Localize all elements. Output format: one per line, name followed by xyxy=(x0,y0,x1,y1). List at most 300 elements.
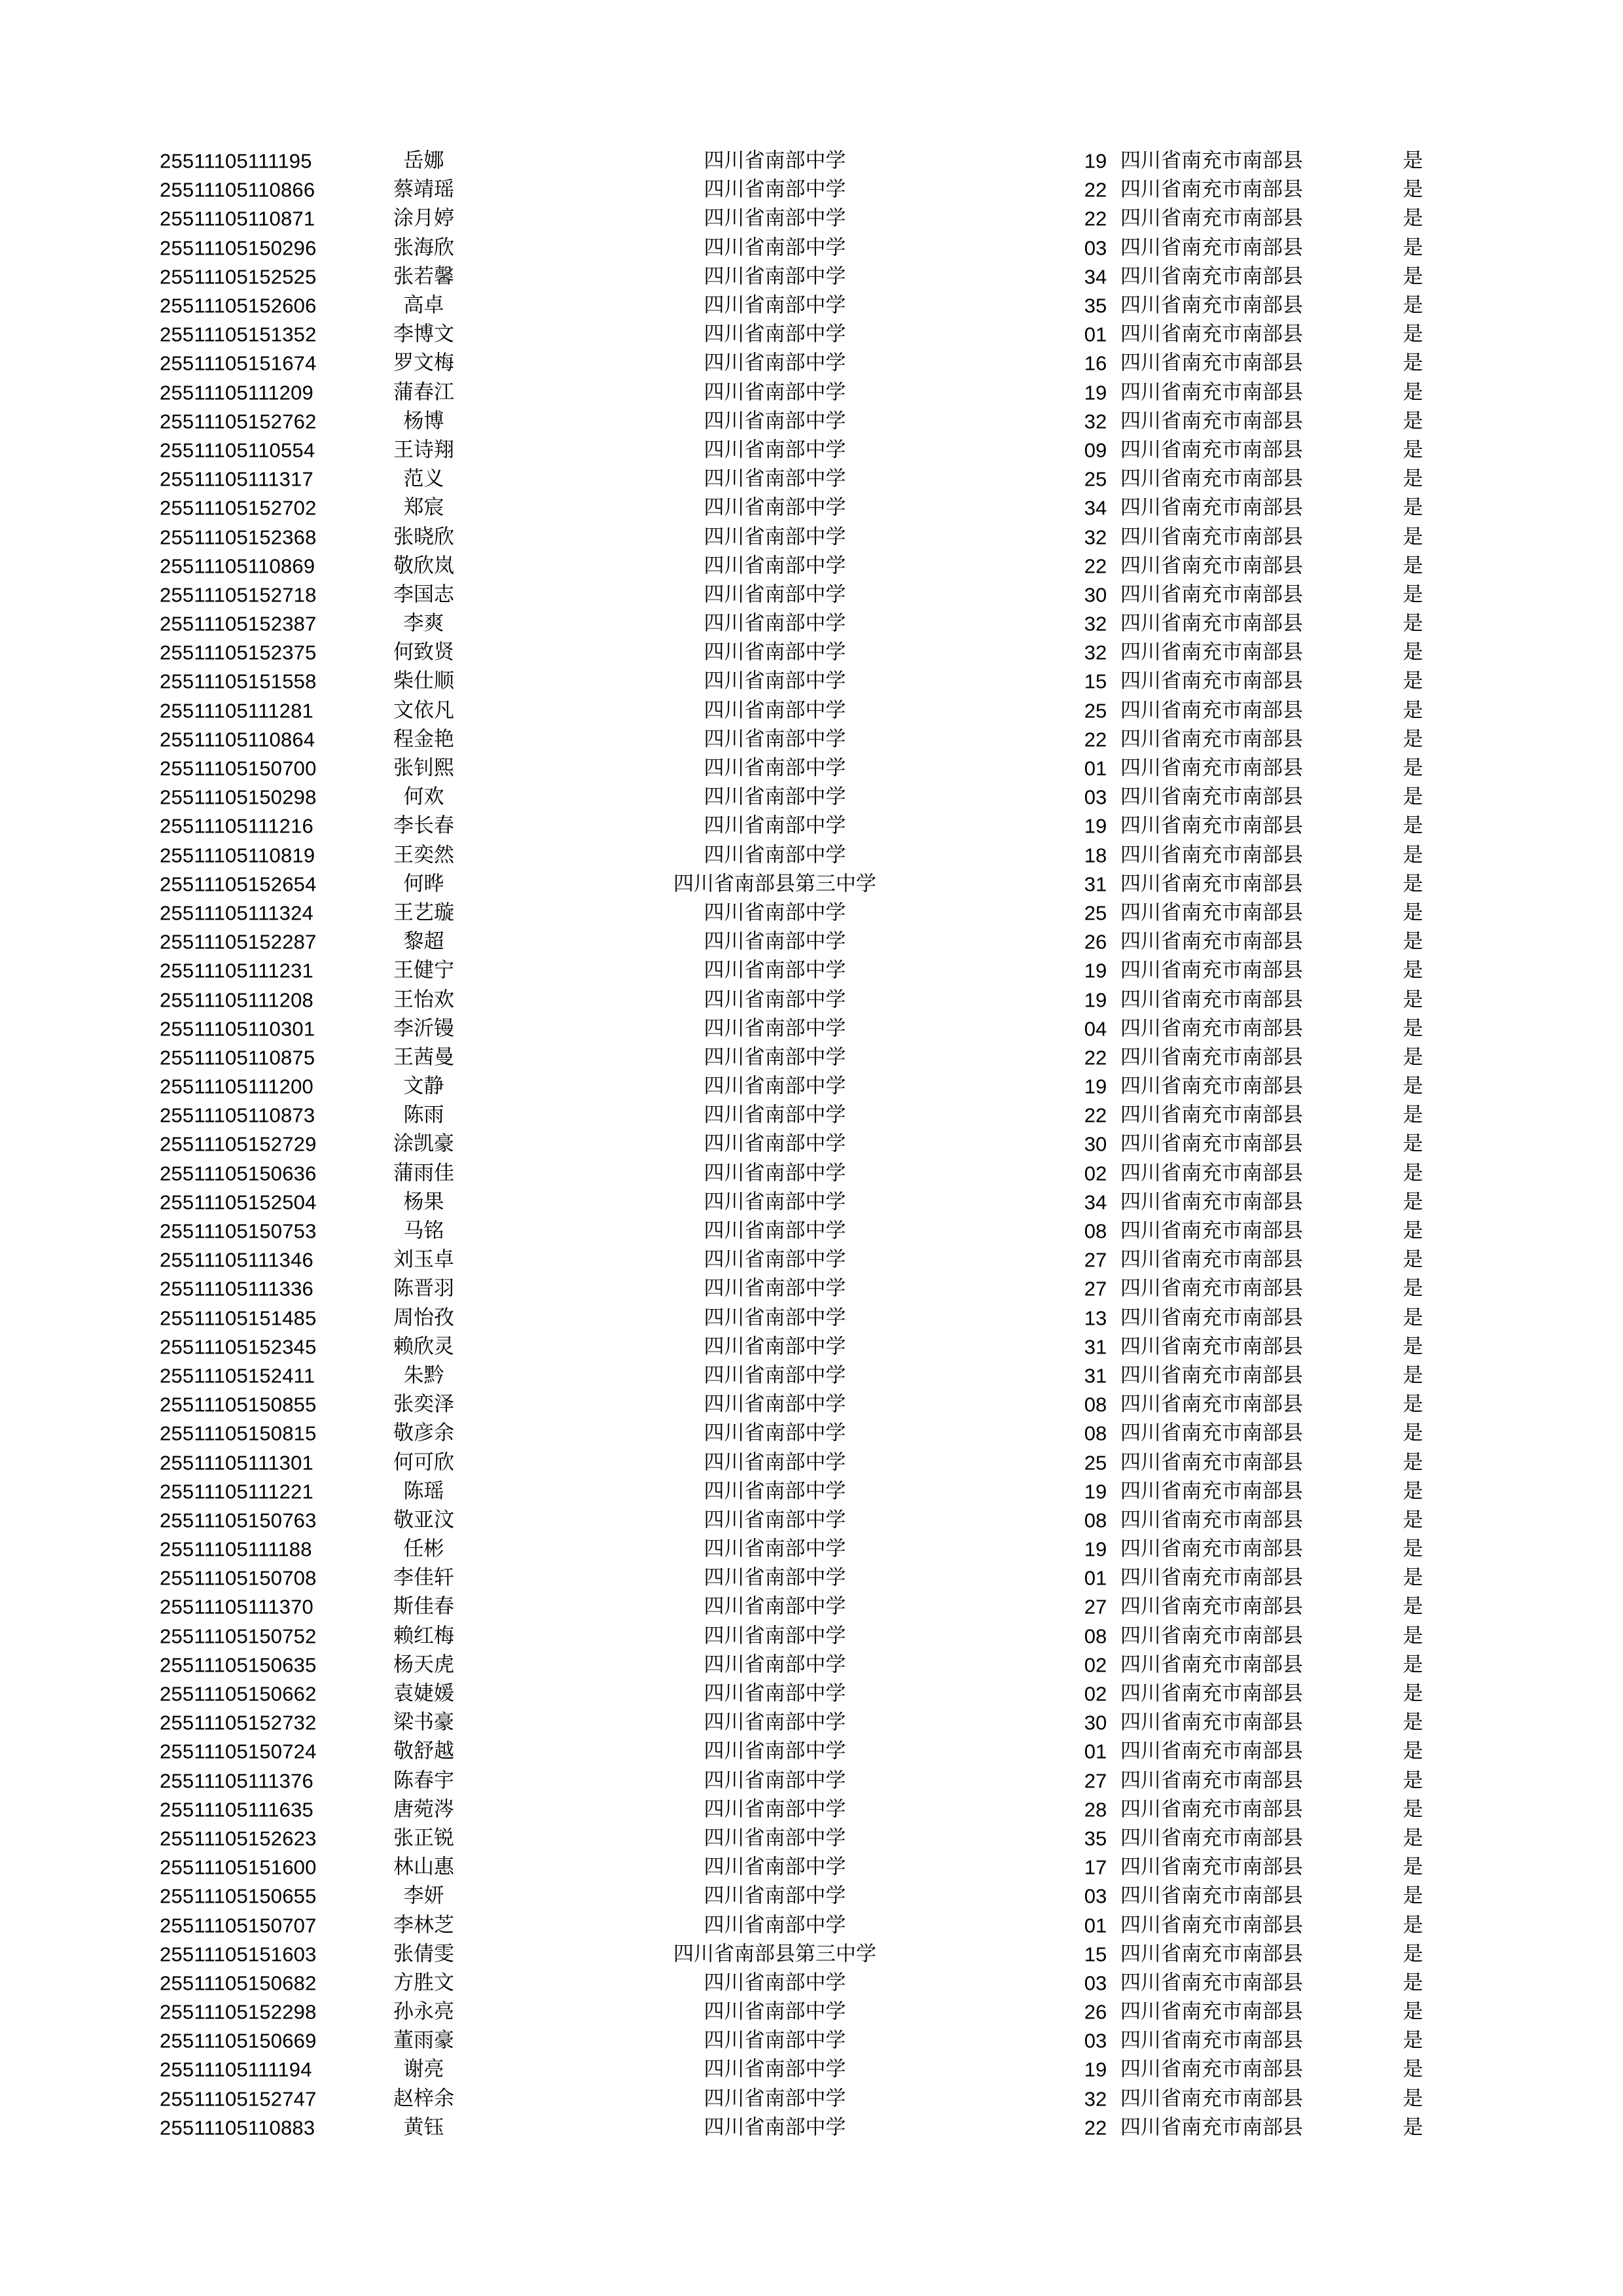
table-row xyxy=(160,1708,1436,1737)
student-name-cell: 涂凯豪 xyxy=(393,1132,454,1156)
student-name-cell: 敬舒越 xyxy=(393,1739,454,1763)
exam-id-cell: 25511105111324 xyxy=(160,901,313,925)
region-cell: 四川省南充市南部县 xyxy=(1120,293,1303,317)
status-flag-cell: 是 xyxy=(1402,293,1423,317)
exam-id-cell: 25511105111281 xyxy=(160,699,313,723)
class-number-cell: 25 xyxy=(1084,1451,1107,1475)
table-row xyxy=(160,956,1436,985)
status-flag-cell: 是 xyxy=(1402,1913,1423,1937)
table-row xyxy=(160,725,1436,754)
status-flag-cell: 是 xyxy=(1402,1537,1423,1561)
region-cell: 四川省南充市南部县 xyxy=(1120,814,1303,838)
school-name-cell: 四川省南部中学 xyxy=(704,409,846,433)
status-flag-cell: 是 xyxy=(1402,467,1423,491)
region-cell: 四川省南充市南部县 xyxy=(1120,1045,1303,1069)
exam-id-cell: 25511105152654 xyxy=(160,872,317,896)
school-name-cell: 四川省南部中学 xyxy=(704,1045,846,1069)
class-number-cell: 31 xyxy=(1084,1335,1107,1359)
student-name-cell: 张正锐 xyxy=(393,1826,454,1850)
region-cell: 四川省南充市南部县 xyxy=(1120,727,1303,751)
table-row xyxy=(160,522,1436,551)
school-name-cell: 四川省南部中学 xyxy=(704,1971,846,1995)
table-row xyxy=(160,783,1436,812)
table-row xyxy=(160,1130,1436,1158)
class-number-cell: 34 xyxy=(1084,265,1107,289)
table-row xyxy=(160,436,1436,465)
student-name-cell: 柴仕顺 xyxy=(393,669,454,693)
region-cell: 四川省南充市南部县 xyxy=(1120,1247,1303,1272)
school-name-cell: 四川省南部中学 xyxy=(704,2028,846,2053)
student-name-cell: 何欢 xyxy=(403,785,444,809)
exam-id-cell: 25511105150669 xyxy=(160,2029,317,2053)
class-number-cell: 27 xyxy=(1084,1277,1107,1300)
region-cell: 四川省南充市南部县 xyxy=(1120,1884,1303,1908)
student-name-cell: 林山惠 xyxy=(393,1855,454,1879)
table-row xyxy=(160,1217,1436,1246)
exam-id-cell: 25511105152504 xyxy=(160,1191,317,1214)
status-flag-cell: 是 xyxy=(1402,901,1423,925)
school-name-cell: 四川省南部中学 xyxy=(704,554,846,578)
student-name-cell: 文依凡 xyxy=(393,698,454,723)
school-name-cell: 四川省南部中学 xyxy=(704,583,846,607)
student-name-cell: 杨博 xyxy=(403,409,444,433)
exam-id-cell: 25511105111188 xyxy=(160,1537,312,1561)
status-flag-cell: 是 xyxy=(1402,236,1423,260)
class-number-cell: 27 xyxy=(1084,1769,1107,1793)
region-cell: 四川省南充市南部县 xyxy=(1120,351,1303,375)
status-flag-cell: 是 xyxy=(1402,525,1423,549)
status-flag-cell: 是 xyxy=(1402,1103,1423,1127)
exam-id-cell: 25511105111301 xyxy=(160,1451,313,1475)
school-name-cell: 四川省南部县第三中学 xyxy=(673,872,876,896)
student-name-cell: 陈晋羽 xyxy=(393,1276,454,1300)
exam-id-cell: 25511105152387 xyxy=(160,612,317,636)
class-number-cell: 19 xyxy=(1084,149,1107,173)
school-name-cell: 四川省南部中学 xyxy=(704,901,846,925)
school-name-cell: 四川省南部中学 xyxy=(704,958,846,982)
exam-id-cell: 25511105110866 xyxy=(160,178,315,202)
exam-id-cell: 25511105110301 xyxy=(160,1017,315,1041)
table-row xyxy=(160,1564,1436,1592)
student-name-cell: 孙永亮 xyxy=(393,2000,454,2024)
status-flag-cell: 是 xyxy=(1402,843,1423,867)
status-flag-cell: 是 xyxy=(1402,1594,1423,1619)
status-flag-cell: 是 xyxy=(1402,1045,1423,1069)
table-row xyxy=(160,1188,1436,1217)
class-number-cell: 19 xyxy=(1084,381,1107,404)
status-flag-cell: 是 xyxy=(1402,149,1423,173)
table-row xyxy=(160,1101,1436,1130)
exam-id-cell: 25511105152623 xyxy=(160,1827,317,1850)
student-name-cell: 李妍 xyxy=(403,1884,444,1908)
table-row xyxy=(160,552,1436,581)
table-row xyxy=(160,262,1436,291)
student-name-cell: 李佳轩 xyxy=(393,1566,454,1590)
status-flag-cell: 是 xyxy=(1402,1971,1423,1995)
status-flag-cell: 是 xyxy=(1402,814,1423,838)
class-number-cell: 08 xyxy=(1084,1422,1107,1445)
student-name-cell: 王怡欢 xyxy=(393,988,454,1012)
status-flag-cell: 是 xyxy=(1402,727,1423,751)
school-name-cell: 四川省南部中学 xyxy=(704,1103,846,1127)
region-cell: 四川省南充市南部县 xyxy=(1120,525,1303,549)
region-cell: 四川省南充市南部县 xyxy=(1120,785,1303,809)
table-row xyxy=(160,1998,1436,2026)
exam-id-cell: 25511105111195 xyxy=(160,149,312,173)
school-name-cell: 四川省南部中学 xyxy=(704,149,846,173)
region-cell: 四川省南充市南部县 xyxy=(1120,1450,1303,1475)
exam-id-cell: 25511105150724 xyxy=(160,1740,317,1763)
status-flag-cell: 是 xyxy=(1402,554,1423,578)
student-name-cell: 张奕泽 xyxy=(393,1392,454,1416)
table-row xyxy=(160,1882,1436,1910)
class-number-cell: 32 xyxy=(1084,2087,1107,2111)
table-row xyxy=(160,1853,1436,1882)
class-number-cell: 25 xyxy=(1084,467,1107,491)
class-number-cell: 34 xyxy=(1084,1191,1107,1214)
table-row xyxy=(160,1361,1436,1390)
exam-id-cell: 25511105110871 xyxy=(160,207,315,230)
student-name-cell: 李国志 xyxy=(393,583,454,607)
class-number-cell: 03 xyxy=(1084,785,1107,809)
student-name-cell: 任彬 xyxy=(403,1537,444,1561)
class-number-cell: 22 xyxy=(1084,1046,1107,1069)
table-row xyxy=(160,1795,1436,1824)
class-number-cell: 16 xyxy=(1084,351,1107,375)
school-name-cell: 四川省南部中学 xyxy=(704,1884,846,1908)
student-name-cell: 张倩雯 xyxy=(393,1942,454,1966)
region-cell: 四川省南充市南部县 xyxy=(1120,2028,1303,2053)
status-flag-cell: 是 xyxy=(1402,1190,1423,1214)
school-name-cell: 四川省南部中学 xyxy=(704,438,846,462)
status-flag-cell: 是 xyxy=(1402,1421,1423,1445)
exam-id-cell: 25511105152375 xyxy=(160,641,317,664)
table-row xyxy=(160,841,1436,870)
school-name-cell: 四川省南部中学 xyxy=(704,1594,846,1619)
class-number-cell: 27 xyxy=(1084,1248,1107,1272)
student-name-cell: 张若馨 xyxy=(393,264,454,289)
region-cell: 四川省南充市南部县 xyxy=(1120,149,1303,173)
region-cell: 四川省南充市南部县 xyxy=(1120,1653,1303,1677)
student-name-cell: 杨天虎 xyxy=(393,1653,454,1677)
status-flag-cell: 是 xyxy=(1402,640,1423,664)
school-name-cell: 四川省南部中学 xyxy=(704,1710,846,1734)
region-cell: 四川省南充市南部县 xyxy=(1120,929,1303,954)
exam-id-cell: 25511105151600 xyxy=(160,1856,317,1879)
status-flag-cell: 是 xyxy=(1402,611,1423,636)
school-name-cell: 四川省南部中学 xyxy=(704,1566,846,1590)
region-cell: 四川省南充市南部县 xyxy=(1120,872,1303,896)
student-name-cell: 敬彦余 xyxy=(393,1421,454,1445)
region-cell: 四川省南充市南部县 xyxy=(1120,988,1303,1012)
exam-id-cell: 25511105152298 xyxy=(160,2000,317,2024)
status-flag-cell: 是 xyxy=(1402,872,1423,896)
exam-id-cell: 25511105111231 xyxy=(160,959,313,982)
region-cell: 四川省南充市南部县 xyxy=(1120,2115,1303,2140)
status-flag-cell: 是 xyxy=(1402,1566,1423,1590)
status-flag-cell: 是 xyxy=(1402,1884,1423,1908)
student-name-cell: 谢亮 xyxy=(403,2057,444,2081)
table-row xyxy=(160,899,1436,927)
student-name-cell: 陈春宇 xyxy=(393,1768,454,1793)
status-flag-cell: 是 xyxy=(1402,1450,1423,1475)
region-cell: 四川省南充市南部县 xyxy=(1120,1971,1303,1995)
status-flag-cell: 是 xyxy=(1402,1768,1423,1793)
class-number-cell: 19 xyxy=(1084,1480,1107,1503)
exam-id-cell: 25511105152525 xyxy=(160,265,317,289)
student-name-cell: 赖红梅 xyxy=(393,1624,454,1648)
status-flag-cell: 是 xyxy=(1402,1306,1423,1330)
student-name-cell: 郑宸 xyxy=(403,495,444,520)
table-row xyxy=(160,2085,1436,2113)
class-number-cell: 02 xyxy=(1084,1162,1107,1185)
student-name-cell: 董雨豪 xyxy=(393,2028,454,2053)
status-flag-cell: 是 xyxy=(1402,1219,1423,1243)
exam-id-cell: 25511105152287 xyxy=(160,930,317,954)
school-name-cell: 四川省南部中学 xyxy=(704,1537,846,1561)
school-name-cell: 四川省南部中学 xyxy=(704,1016,846,1041)
exam-id-cell: 25511105111209 xyxy=(160,381,313,404)
region-cell: 四川省南充市南部县 xyxy=(1120,640,1303,664)
student-name-cell: 马铭 xyxy=(403,1219,444,1243)
region-cell: 四川省南充市南部县 xyxy=(1120,1306,1303,1330)
exam-id-cell: 25511105110883 xyxy=(160,2116,315,2140)
status-flag-cell: 是 xyxy=(1402,1276,1423,1300)
status-flag-cell: 是 xyxy=(1402,438,1423,462)
class-number-cell: 19 xyxy=(1084,1537,1107,1561)
status-flag-cell: 是 xyxy=(1402,177,1423,202)
class-number-cell: 15 xyxy=(1084,670,1107,693)
student-name-cell: 敬亚汶 xyxy=(393,1508,454,1532)
table-row xyxy=(160,1274,1436,1303)
table-row xyxy=(160,2055,1436,2084)
class-number-cell: 26 xyxy=(1084,2000,1107,2024)
status-flag-cell: 是 xyxy=(1402,583,1423,607)
school-name-cell: 四川省南部中学 xyxy=(704,698,846,723)
status-flag-cell: 是 xyxy=(1402,1797,1423,1821)
exam-id-cell: 25511105152732 xyxy=(160,1711,317,1734)
student-name-cell: 李长春 xyxy=(393,814,454,838)
status-flag-cell: 是 xyxy=(1402,1161,1423,1185)
status-flag-cell: 是 xyxy=(1402,1710,1423,1734)
school-name-cell: 四川省南部中学 xyxy=(704,1190,846,1214)
school-name-cell: 四川省南部中学 xyxy=(704,2087,846,2111)
region-cell: 四川省南充市南部县 xyxy=(1120,843,1303,867)
region-cell: 四川省南充市南部县 xyxy=(1120,583,1303,607)
table-row xyxy=(160,1592,1436,1621)
region-cell: 四川省南充市南部县 xyxy=(1120,1913,1303,1937)
class-number-cell: 03 xyxy=(1084,236,1107,260)
status-flag-cell: 是 xyxy=(1402,698,1423,723)
school-name-cell: 四川省南部中学 xyxy=(704,264,846,289)
student-name-cell: 杨果 xyxy=(403,1190,444,1214)
status-flag-cell: 是 xyxy=(1402,2087,1423,2111)
table-row xyxy=(160,927,1436,956)
school-name-cell: 四川省南部中学 xyxy=(704,1797,846,1821)
table-row xyxy=(160,234,1436,262)
exam-id-cell: 25511105152729 xyxy=(160,1132,317,1156)
table-row xyxy=(160,1333,1436,1361)
region-cell: 四川省南充市南部县 xyxy=(1120,1826,1303,1850)
student-name-cell: 王诗翔 xyxy=(393,438,454,462)
student-name-cell: 张海欣 xyxy=(393,236,454,260)
table-row xyxy=(160,667,1436,696)
exam-id-cell: 25511105110554 xyxy=(160,439,315,462)
exam-id-cell: 25511105151485 xyxy=(160,1306,317,1330)
school-name-cell: 四川省南部中学 xyxy=(704,1363,846,1388)
class-number-cell: 02 xyxy=(1084,1653,1107,1677)
status-flag-cell: 是 xyxy=(1402,1363,1423,1388)
table-row xyxy=(160,291,1436,320)
class-number-cell: 31 xyxy=(1084,872,1107,896)
region-cell: 四川省南充市南部县 xyxy=(1120,698,1303,723)
region-cell: 四川省南充市南部县 xyxy=(1120,1074,1303,1098)
class-number-cell: 32 xyxy=(1084,526,1107,549)
class-number-cell: 32 xyxy=(1084,410,1107,433)
school-name-cell: 四川省南部中学 xyxy=(704,988,846,1012)
class-number-cell: 22 xyxy=(1084,2116,1107,2140)
school-name-cell: 四川省南部中学 xyxy=(704,756,846,780)
table-row xyxy=(160,2113,1436,2142)
school-name-cell: 四川省南部中学 xyxy=(704,2057,846,2081)
roster-table xyxy=(160,147,1436,2142)
school-name-cell: 四川省南部中学 xyxy=(704,380,846,404)
class-number-cell: 26 xyxy=(1084,930,1107,954)
exam-id-cell: 25511105111635 xyxy=(160,1798,313,1821)
class-number-cell: 08 xyxy=(1084,1624,1107,1648)
status-flag-cell: 是 xyxy=(1402,1247,1423,1272)
exam-id-cell: 25511105152747 xyxy=(160,2087,317,2111)
exam-id-cell: 25511105111346 xyxy=(160,1248,313,1272)
school-name-cell: 四川省南部中学 xyxy=(704,1826,846,1850)
school-name-cell: 四川省南部中学 xyxy=(704,495,846,520)
student-name-cell: 袁婕媛 xyxy=(393,1681,454,1706)
status-flag-cell: 是 xyxy=(1402,1508,1423,1532)
exam-id-cell: 25511105150635 xyxy=(160,1653,317,1677)
region-cell: 四川省南充市南部县 xyxy=(1120,1190,1303,1214)
table-row xyxy=(160,870,1436,899)
school-name-cell: 四川省南部中学 xyxy=(704,1768,846,1793)
status-flag-cell: 是 xyxy=(1402,2028,1423,2053)
region-cell: 四川省南充市南部县 xyxy=(1120,669,1303,693)
table-row xyxy=(160,1651,1436,1679)
exam-id-cell: 25511105110864 xyxy=(160,728,315,751)
table-row xyxy=(160,696,1436,725)
student-name-cell: 李爽 xyxy=(403,611,444,636)
table-row xyxy=(160,1448,1436,1477)
school-name-cell: 四川省南部中学 xyxy=(704,1132,846,1156)
region-cell: 四川省南充市南部县 xyxy=(1120,1335,1303,1359)
table-row xyxy=(160,1159,1436,1188)
student-name-cell: 王茜曼 xyxy=(393,1045,454,1069)
school-name-cell: 四川省南部中学 xyxy=(704,293,846,317)
student-name-cell: 周怡孜 xyxy=(393,1306,454,1330)
exam-id-cell: 25511105150655 xyxy=(160,1884,317,1908)
class-number-cell: 31 xyxy=(1084,1364,1107,1388)
table-row xyxy=(160,147,1436,175)
status-flag-cell: 是 xyxy=(1402,1074,1423,1098)
student-name-cell: 何可欣 xyxy=(393,1450,454,1475)
region-cell: 四川省南充市南部县 xyxy=(1120,1132,1303,1156)
region-cell: 四川省南充市南部县 xyxy=(1120,1479,1303,1503)
class-number-cell: 19 xyxy=(1084,959,1107,982)
table-row xyxy=(160,175,1436,204)
status-flag-cell: 是 xyxy=(1402,1942,1423,1966)
school-name-cell: 四川省南部中学 xyxy=(704,1508,846,1532)
exam-id-cell: 25511105152718 xyxy=(160,583,317,607)
status-flag-cell: 是 xyxy=(1402,1335,1423,1359)
status-flag-cell: 是 xyxy=(1402,2115,1423,2140)
region-cell: 四川省南充市南部县 xyxy=(1120,554,1303,578)
exam-id-cell: 25511105110869 xyxy=(160,554,315,578)
school-name-cell: 四川省南部中学 xyxy=(704,1479,846,1503)
student-name-cell: 蒲雨佳 xyxy=(393,1161,454,1185)
class-number-cell: 02 xyxy=(1084,1682,1107,1706)
region-cell: 四川省南充市南部县 xyxy=(1120,177,1303,202)
status-flag-cell: 是 xyxy=(1402,322,1423,346)
status-flag-cell: 是 xyxy=(1402,1016,1423,1041)
exam-id-cell: 25511105110873 xyxy=(160,1103,315,1127)
region-cell: 四川省南充市南部县 xyxy=(1120,611,1303,636)
exam-id-cell: 25511105151352 xyxy=(160,323,317,346)
table-row xyxy=(160,754,1436,783)
school-name-cell: 四川省南部中学 xyxy=(704,785,846,809)
class-number-cell: 19 xyxy=(1084,988,1107,1012)
region-cell: 四川省南充市南部县 xyxy=(1120,1768,1303,1793)
class-number-cell: 35 xyxy=(1084,294,1107,317)
table-row xyxy=(160,1969,1436,1998)
exam-id-cell: 25511105150708 xyxy=(160,1566,317,1590)
class-number-cell: 32 xyxy=(1084,641,1107,664)
table-row xyxy=(160,1824,1436,1853)
status-flag-cell: 是 xyxy=(1402,929,1423,954)
exam-id-cell: 25511105152368 xyxy=(160,526,317,549)
school-name-cell: 四川省南部中学 xyxy=(704,1421,846,1445)
region-cell: 四川省南充市南部县 xyxy=(1120,1276,1303,1300)
region-cell: 四川省南充市南部县 xyxy=(1120,1016,1303,1041)
region-cell: 四川省南充市南部县 xyxy=(1120,1219,1303,1243)
student-name-cell: 何晔 xyxy=(403,872,444,896)
exam-id-cell: 25511105150296 xyxy=(160,236,317,260)
class-number-cell: 25 xyxy=(1084,901,1107,925)
table-row xyxy=(160,1246,1436,1274)
region-cell: 四川省南充市南部县 xyxy=(1120,2057,1303,2081)
class-number-cell: 22 xyxy=(1084,554,1107,578)
class-number-cell: 22 xyxy=(1084,728,1107,751)
class-number-cell: 32 xyxy=(1084,612,1107,636)
student-name-cell: 王奕然 xyxy=(393,843,454,867)
class-number-cell: 34 xyxy=(1084,496,1107,520)
student-name-cell: 唐菀涔 xyxy=(393,1797,454,1821)
exam-id-cell: 25511105150700 xyxy=(160,757,317,780)
class-number-cell: 30 xyxy=(1084,1711,1107,1734)
table-row xyxy=(160,581,1436,609)
region-cell: 四川省南充市南部县 xyxy=(1120,264,1303,289)
region-cell: 四川省南充市南部县 xyxy=(1120,1681,1303,1706)
exam-id-cell: 25511105150682 xyxy=(160,1971,317,1995)
class-number-cell: 30 xyxy=(1084,583,1107,607)
exam-id-cell: 25511105150753 xyxy=(160,1219,317,1243)
student-name-cell: 何致贤 xyxy=(393,640,454,664)
region-cell: 四川省南充市南部县 xyxy=(1120,1392,1303,1416)
class-number-cell: 27 xyxy=(1084,1595,1107,1619)
exam-id-cell: 25511105150662 xyxy=(160,1682,317,1706)
exam-id-cell: 25511105151558 xyxy=(160,670,317,693)
table-row xyxy=(160,1535,1436,1564)
exam-id-cell: 25511105152411 xyxy=(160,1364,315,1388)
student-name-cell: 蒲春江 xyxy=(393,380,454,404)
table-row xyxy=(160,1072,1436,1101)
